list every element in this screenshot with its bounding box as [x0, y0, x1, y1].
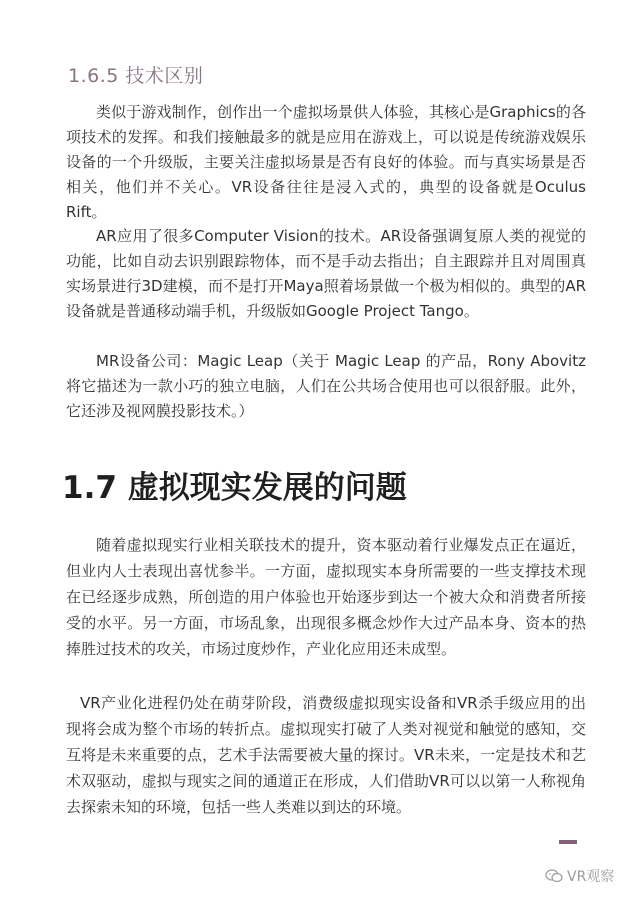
- paragraph-text: 类似于游戏制作，创作出一个虚拟场景供人体验，其核心是Graphics的各项技术的发挥。和我们接触最多的就是应用在游戏上，可以说是传统游戏娱乐设备的一个升级版，主要关注虚拟场景是否有良好的体验。而与真实场景是否相关，他们并不关心。VR设备往往是浸入式的，典型的设备就是Oculus Rift。: [66, 103, 586, 221]
- paragraph-vr-future: [66, 690, 586, 820]
- section-heading-1-6-5: 1.6.5 技术区别: [68, 65, 204, 87]
- section-heading-1-7: 1.7 虚拟现实发展的问题: [62, 470, 407, 506]
- paragraph-graphics: [66, 100, 586, 225]
- accent-bar: [559, 840, 577, 844]
- paragraph-text: VR产业化进程仍处在萌芽阶段，消费级虚拟现实设备和VR杀手级应用的出现将会成为整个市场的转折点。虚拟现实打破了人类对视觉和触觉的感知，交互将是未来重要的点，艺术手法需要被大量的探讨。VR未来，一定是技术和艺术双驱动，虚拟与现实之间的通道正在形成，人们借助VR可以以第一人称视角去探索未知的环境，包括一些人类难以到达的环境。: [66, 694, 586, 816]
- paragraph-text: 随着虚拟现实行业相关联技术的提升，资本驱动着行业爆发点正在逼近，但业内人士表现出喜忧参半。一方面，虚拟现实本身所需要的一些支撑技术现在已经逐步成熟，所创造的用户体验也开始逐步到达一个被大众和消费者所接受的水平。另一方面，市场乱象，出现很多概念炒作大过产品本身、资本的热捧胜过技术的攻关，市场过度炒作，产业化应用还未成型。: [66, 536, 586, 658]
- watermark: [545, 866, 614, 886]
- paragraph-industry: [66, 532, 586, 662]
- paragraph-text: AR应用了很多Computer Vision的技术。AR设备强调复原人类的视觉的功能，比如自动去识别跟踪物体，而不是手动去指出；自主跟踪并且对周围真实场景进行3D建模，而不是打开Maya照着场景做一个极为相似的。典型的AR设备就是普通移动端手机，升级版如Google Project Tango。: [66, 227, 586, 320]
- paragraph-ar: [66, 224, 586, 324]
- wechat-icon: [545, 869, 563, 883]
- watermark-text: VR观察: [567, 869, 615, 885]
- paragraph-mr: [66, 349, 586, 424]
- paragraph-text: MR设备公司：Magic Leap（关于 Magic Leap 的产品，Rony Abovitz 将它描述为一款小巧的独立电脑，人们在公共场合使用也可以很舒服。此外，它还涉及视网膜投影技术。）: [66, 352, 586, 420]
